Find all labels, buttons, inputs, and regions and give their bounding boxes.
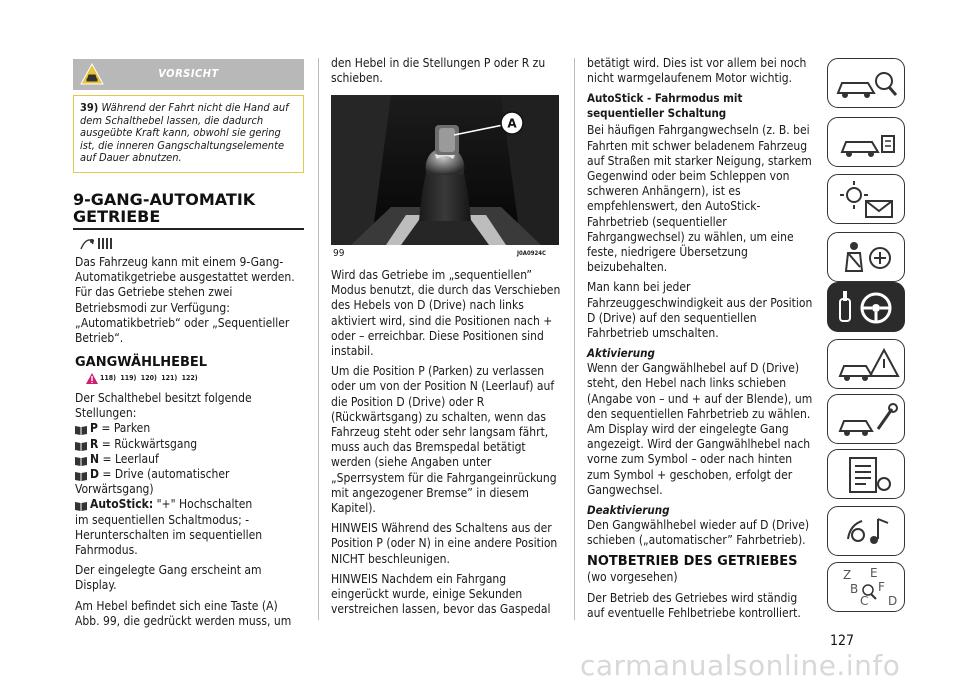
warning-triangle-icon (86, 373, 98, 384)
phone-music-icon (828, 507, 906, 557)
sequential-mode-paragraph: Wird das Getriebe im „sequentiellen” Modus benutzt, die durch das Verschieben des Hebels von D (Drive) nach links aktiviert wird, sind die Positionen nach + oder – erreichbar. Diese Positionen sind instabil. (331, 268, 561, 359)
warning-text: Während der Fahrt nicht die Hand auf dem Schalthebel lassen, die dadurch ausgeübte Kraft kann, obwohl sie gering ist, die inneren Gangschaltungselemente auf Dauer abnutzen. (80, 101, 289, 165)
nav-tab-index[interactable] (827, 562, 905, 612)
col3-top-paragraph: betätigt wird. Dies ist vor allem bei noch nicht warmgelaufenem Motor wichtig. (587, 56, 807, 86)
book-icon (75, 470, 87, 480)
alphabet-index-icon (828, 563, 906, 613)
notbetrieb-subtitle: (wo vorgesehen) (587, 570, 678, 585)
figure-number: 99 (333, 248, 345, 259)
car-instruments-icon (828, 118, 906, 168)
gear-item-d: D = Drive (automatischer (75, 467, 304, 482)
nav-tab-multimedia[interactable] (827, 506, 905, 556)
title-rule (73, 228, 304, 230)
gear-intro: Der Schalthebel besitzt folgende Stellungen: (75, 391, 252, 421)
aktivierung-paragraph: Wenn der Gangwählhebel auf D (Drive) steht, den Hebel nach links schieben (Angabe von – und + auf der Blende), um den sequentiellen Fahrbetrieb zu wählen. Am Display wird der eingelegte Gang angezeigt. Wird der Gangwählhebel nach vorne zum Symbol – oder nach hinten zum Symbol + geschoben, erfolgt der Gangwechsel. (587, 361, 813, 497)
warning-title: VORSICHT (158, 67, 219, 80)
autostick-continuation: im sequentiellen Schaltmodus; - Herunterschalten im sequentiellen Fahrmodus. (75, 512, 263, 558)
column-divider (318, 58, 319, 620)
book-icon (75, 500, 87, 510)
column-divider (574, 58, 575, 620)
svg-text:E: E (870, 566, 878, 580)
car-warning-icon (828, 340, 906, 390)
gear-item-p: P = Parken (75, 421, 304, 436)
autostick-paragraph: Bei häufigen Fahrgangwechseln (z. B. bei Fahrten mit schwer beladenem Fahrzeug auf Straßen mit starker Neigung, starkem Gegenwind oder beim Schleppen von schweren Anhängern), ist es empfehlenswert, den AutoStick-Fahrbetrieb (sequentieller Fahrgangwechsel) zu wählen, um eine feste, niedrigere Übersetzung beizubehalten. (587, 123, 812, 275)
svg-text:C: C (860, 594, 869, 608)
gear-item-r: R = Rückwärtsgang (75, 437, 304, 452)
book-icon (75, 440, 87, 450)
svg-text:B: B (850, 582, 859, 596)
svg-text:Z: Z (843, 568, 852, 582)
book-icon (75, 455, 87, 465)
gear-lever-photo (331, 95, 559, 245)
deaktivierung-paragraph: Den Gangwählhebel wieder auf D (Drive) schieben („automatischer” Fahrbetrieb). (587, 518, 810, 548)
autostick-heading: AutoStick - Fahrmodus mit sequentieller Schaltung (587, 91, 743, 121)
hinweis-paragraph-1: HINWEIS Während des Schaltens aus der Position P (oder N) in eine andere Position NICHT beschleunigen. (331, 521, 558, 566)
book-icon (75, 424, 87, 434)
display-paragraph: Der eingelegte Gang erscheint am Display. (75, 563, 262, 593)
notbetrieb-heading: NOTBETRIEB DES GETRIEBES (587, 554, 798, 570)
figure-callout-a: A (507, 116, 517, 131)
nav-tab-emergency[interactable] (827, 339, 905, 389)
nav-tab-maintenance[interactable] (827, 394, 905, 444)
deaktivierung-heading: Deaktivierung (587, 503, 670, 518)
brake-pedal-paragraph: Um die Position P (Parken) zu verlassen oder um von der Position N (Leerlauf) auf die Position D (Drive) oder R (Rückwärtsgang) zu schalten, wenn das Fahrzeug steht oder sehr langsam fährt, muss auch das Bremspedal betätigt werden (siehe Angaben unter „Sperrsystem für die Fahrgangeinrückung mit angezogener Bremse” in diesem Kapitel). (331, 364, 557, 516)
sun-mail-icon (828, 175, 906, 225)
nav-tab-instrument-panel[interactable] (827, 117, 905, 167)
nav-tab-safety[interactable] (827, 232, 905, 282)
gear-d-continuation: Vorwärtsgang) (75, 482, 154, 497)
warning-header (73, 59, 304, 90)
intro-paragraph: Das Fahrzeug kann mit einem 9-Gang-Automatikgetriebe ausgestattet werden. Für das Getriebe stehen zwei Betriebsmodi zur Verfügung: „Automatikbetrieb“ oder „Sequentieller Betrieb“. (75, 255, 295, 346)
svg-text:D: D (888, 594, 898, 608)
notbetrieb-paragraph: Der Betrieb des Getriebes wird ständig auf eventuelle Fehlbetriebe kontrolliert. (587, 590, 801, 620)
gear-item-autostick: AutoStick: "+" Hochschalten (75, 497, 304, 512)
warning-box (73, 95, 304, 173)
gangwaehlhebel-heading: GANGWÄHLHEBEL (75, 355, 208, 370)
gear-item-n: N = Leerlauf (75, 452, 304, 467)
warning-number: 39) (80, 101, 99, 114)
speed-paragraph: Man kann bei jeder Fahrzeuggeschwindigkeit aus der Position D (Drive) auf den sequentiellen Fahrbetrieb umschalten. (587, 280, 813, 341)
page-number: 127 (830, 633, 855, 649)
col2-top-paragraph: den Hebel in die Stellungen P oder R zu schieben. (331, 56, 546, 86)
hinweis-paragraph-2: HINWEIS Nachdem ein Fahrgang eingerückt wurde, einige Sekunden verstreichen lassen, bevor das Gaspedal (331, 571, 551, 617)
data-sheet-icon (828, 450, 906, 500)
reference-notes: 118) 119) 120) 121) 122) (100, 374, 198, 382)
aktivierung-heading: Aktivierung (587, 346, 655, 361)
button-paragraph: Am Hebel befindet sich eine Taste (A) Abb. 99, die gedrückt werden muss, um (75, 598, 292, 628)
svg-text:F: F (878, 580, 885, 594)
nav-tab-starting-and-driving[interactable] (827, 282, 905, 332)
car-info-icon (828, 59, 906, 109)
nav-tab-lights-and-signals[interactable] (827, 174, 905, 224)
section-title-line1: 9-GANG-AUTOMATIK (73, 190, 256, 209)
figure-code: J0A0924C (517, 250, 546, 257)
key-steering-wheel-icon (828, 283, 906, 333)
nav-tab-technical-data[interactable] (827, 449, 905, 499)
gear-lever-icon (79, 235, 117, 251)
nav-tab-vehicle-overview[interactable] (827, 58, 905, 108)
watermark: carmanualsonline.info (580, 649, 901, 682)
seatbelt-airbag-icon (828, 233, 906, 283)
section-title-line2: GETRIEBE (73, 207, 161, 226)
car-wrench-icon (828, 395, 906, 445)
